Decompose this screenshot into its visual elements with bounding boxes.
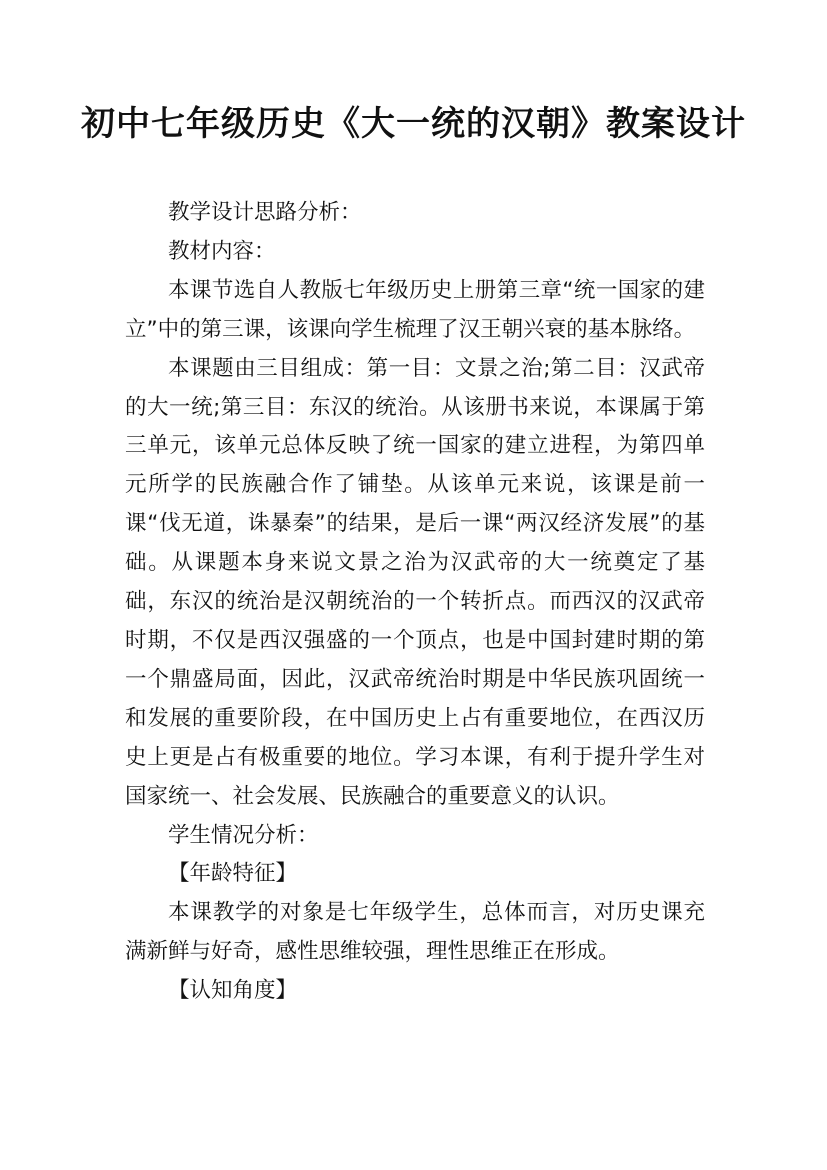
paragraph-age-characteristics-heading: 【年龄特征】 [168,861,298,887]
paragraph-design-analysis-heading: 教学设计思路分析： [168,200,362,225]
paragraph-age-characteristics: 本课教学的对象是七年级学生，总体而言，对历史课充满新鲜与好奇，感性思维较强，理性思维正在形成。 [125,900,705,965]
paragraph-student-analysis-heading: 学生情况分析： [168,822,319,848]
paragraph-cognitive-angle-heading: 【认知角度】 [168,978,298,1004]
document-body [125,194,705,1011]
paragraph-lesson-source: 本课节选自人教版七年级历史上册第三章“统一国家的建立”中的第三课，该课向学生梳理了汉王朝兴衰的基本脉络。 [125,277,705,342]
document-title: 初中七年级历史《大一统的汉朝》教案设计 [81,104,746,144]
paragraph-lesson-structure: 本课题由三目组成：第一目：文景之治;第二目：汉武帝的大一统;第三目：东汉的统治。从该册书来说，本课属于第三单元，该单元总体反映了统一国家的建立进程，为第四单元所学的民族融合作了铺垫。从该单元来说，该课是前一课“伐无道，诛暴秦”的结果，是后一课“两汉经济发展”的基础。从课题本身来说文景之治为汉武帝的大一统奠定了基础，东汉的统治是汉朝统治的一个转折点。而西汉的汉武帝时期，不仅是西汉强盛的一个顶点，也是中国封建时期的第一个鼎盛局面，因此，汉武帝统治时期是中华民族巩固统一和发展的重要阶段，在中国历史上占有重要地位，在西汉历史上更是占有极重要的地位。学习本课，有利于提升学生对国家统一、社会发展、民族融合的重要意义的认识。 [125,355,705,809]
paragraph-textbook-content-heading: 教材内容： [168,238,276,264]
